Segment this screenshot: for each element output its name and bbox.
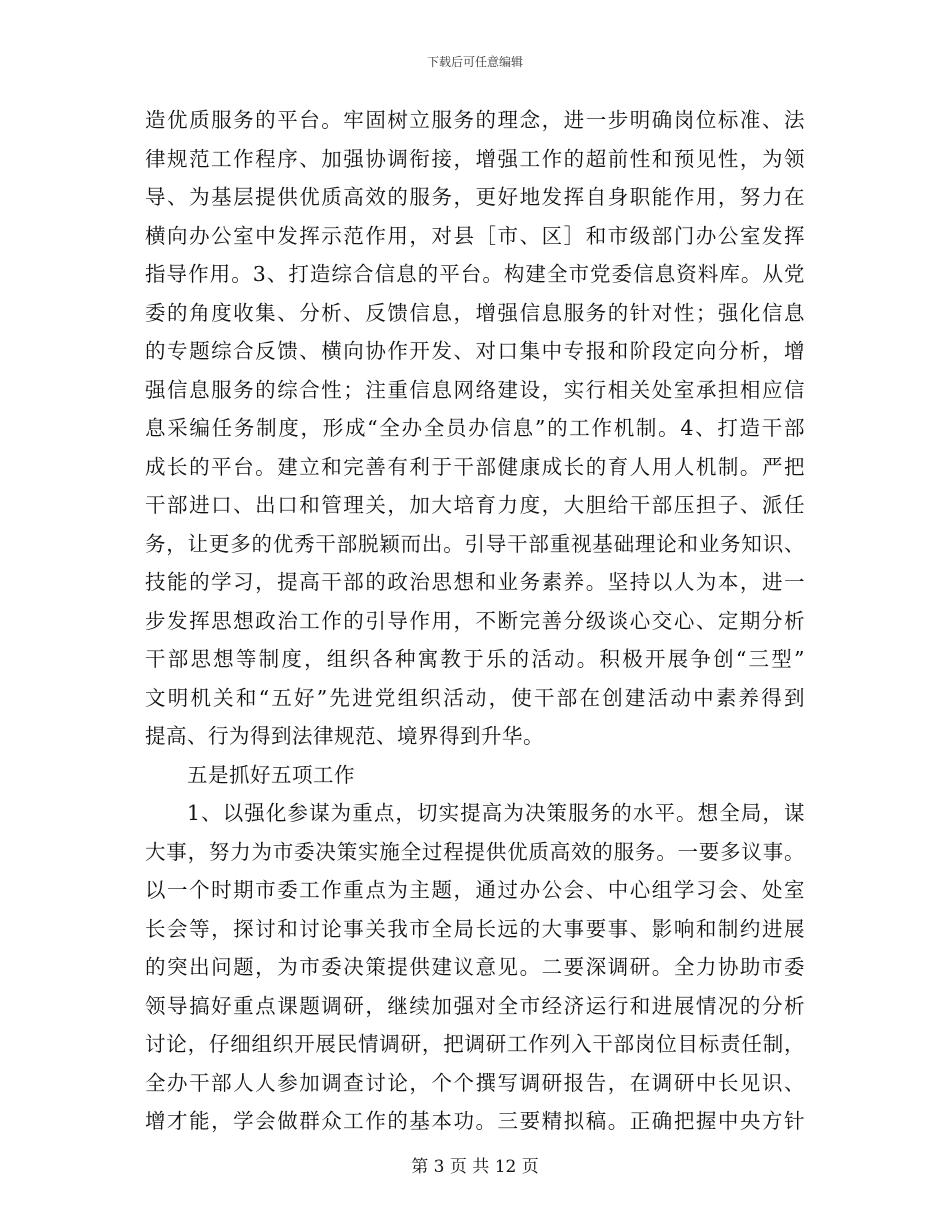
body-line: 提高、行为得到法律规范、境界得到升华。 — [145, 724, 544, 748]
body-line: 增才能，学会做群众工作的基本功。三要精拟稿。正确把握中央方针 — [145, 1109, 805, 1133]
body-line: 务，让更多的优秀干部脱颖而出。引导干部重视基础理论和业务知识、 — [145, 531, 805, 556]
document-body — [145, 101, 805, 1141]
body-line: 息采编任务制度，形成“全办全员办信息”的工作机制。4、打造干部 — [145, 416, 805, 440]
body-line: 造优质服务的平台。牢固树立服务的理念，进一步明确岗位标准、法 — [145, 108, 805, 132]
body-line: 以一个时期市委工作重点为主题，通过办公会、中心组学习会、处室 — [145, 878, 805, 902]
body-line: 文明机关和“五好”先进党组织活动，使干部在创建活动中素养得到 — [145, 685, 805, 710]
body-line: 律规范工作程序、加强协调衔接，增强工作的超前性和预见性，为领 — [145, 146, 805, 171]
body-line: 技能的学习，提高干部的政治思想和业务素养。坚持以人为本，进一 — [145, 570, 805, 594]
page-number-footer: 第 3 页 共 12 页 — [411, 1157, 539, 1177]
body-line: 导、为基层提供优质高效的服务，更好地发挥自身职能作用，努力在 — [145, 185, 805, 209]
body-line: 的专题综合反馈、横向协作开发、对口集中专报和阶段定向分析，增 — [145, 339, 805, 363]
body-line: 长会等，探讨和讨论事关我市全局长远的大事要事、影响和制约进展 — [145, 916, 805, 941]
section-heading: 五是抓好五项工作 — [187, 762, 355, 787]
body-line: 的突出问题，为市委决策提供建议意见。二要深调研。全力协助市委 — [145, 955, 805, 979]
body-line: 委的角度收集、分析、反馈信息，增强信息服务的针对性；强化信息 — [145, 300, 805, 325]
body-line: 领导搞好重点课题调研，继续加强对全市经济运行和进展情况的分析 — [145, 993, 805, 1018]
body-line: 指导作用。3、打造综合信息的平台。构建全市党委信息资料库。从党 — [145, 262, 805, 286]
body-line: 大事，努力为市委决策实施全过程提供优质高效的服务。一要多议事。 — [145, 839, 805, 864]
body-line: 步发挥思想政治工作的引导作用，不断完善分级谈心交心、定期分析 — [145, 608, 805, 633]
body-line: 干部进口、出口和管理关，加大培育力度，大胆给干部压担子、派任 — [145, 493, 805, 517]
body-line: 成长的平台。建立和完善有利于干部健康成长的育人用人机制。严把 — [145, 454, 805, 479]
body-line: 讨论，仔细组织开展民情调研，把调研工作列入干部岗位目标责任制， — [145, 1032, 805, 1056]
page-header-note: 下载后可任意编辑 — [426, 55, 523, 69]
body-line: 强信息服务的综合性；注重信息网络建设，实行相关处室承担相应信 — [145, 377, 805, 402]
body-line: 1、以强化参谋为重点，切实提高为决策服务的水平。想全局，谋 — [187, 801, 805, 825]
body-line: 全办干部人人参加调查讨论，个个撰写调研报告，在调研中长见识、 — [145, 1070, 805, 1095]
body-line: 干部思想等制度，组织各种寓教于乐的活动。积极开展争创“三型” — [145, 647, 805, 671]
body-line: 横向办公室中发挥示范作用，对县［市、区］和市级部门办公室发挥 — [145, 223, 805, 248]
